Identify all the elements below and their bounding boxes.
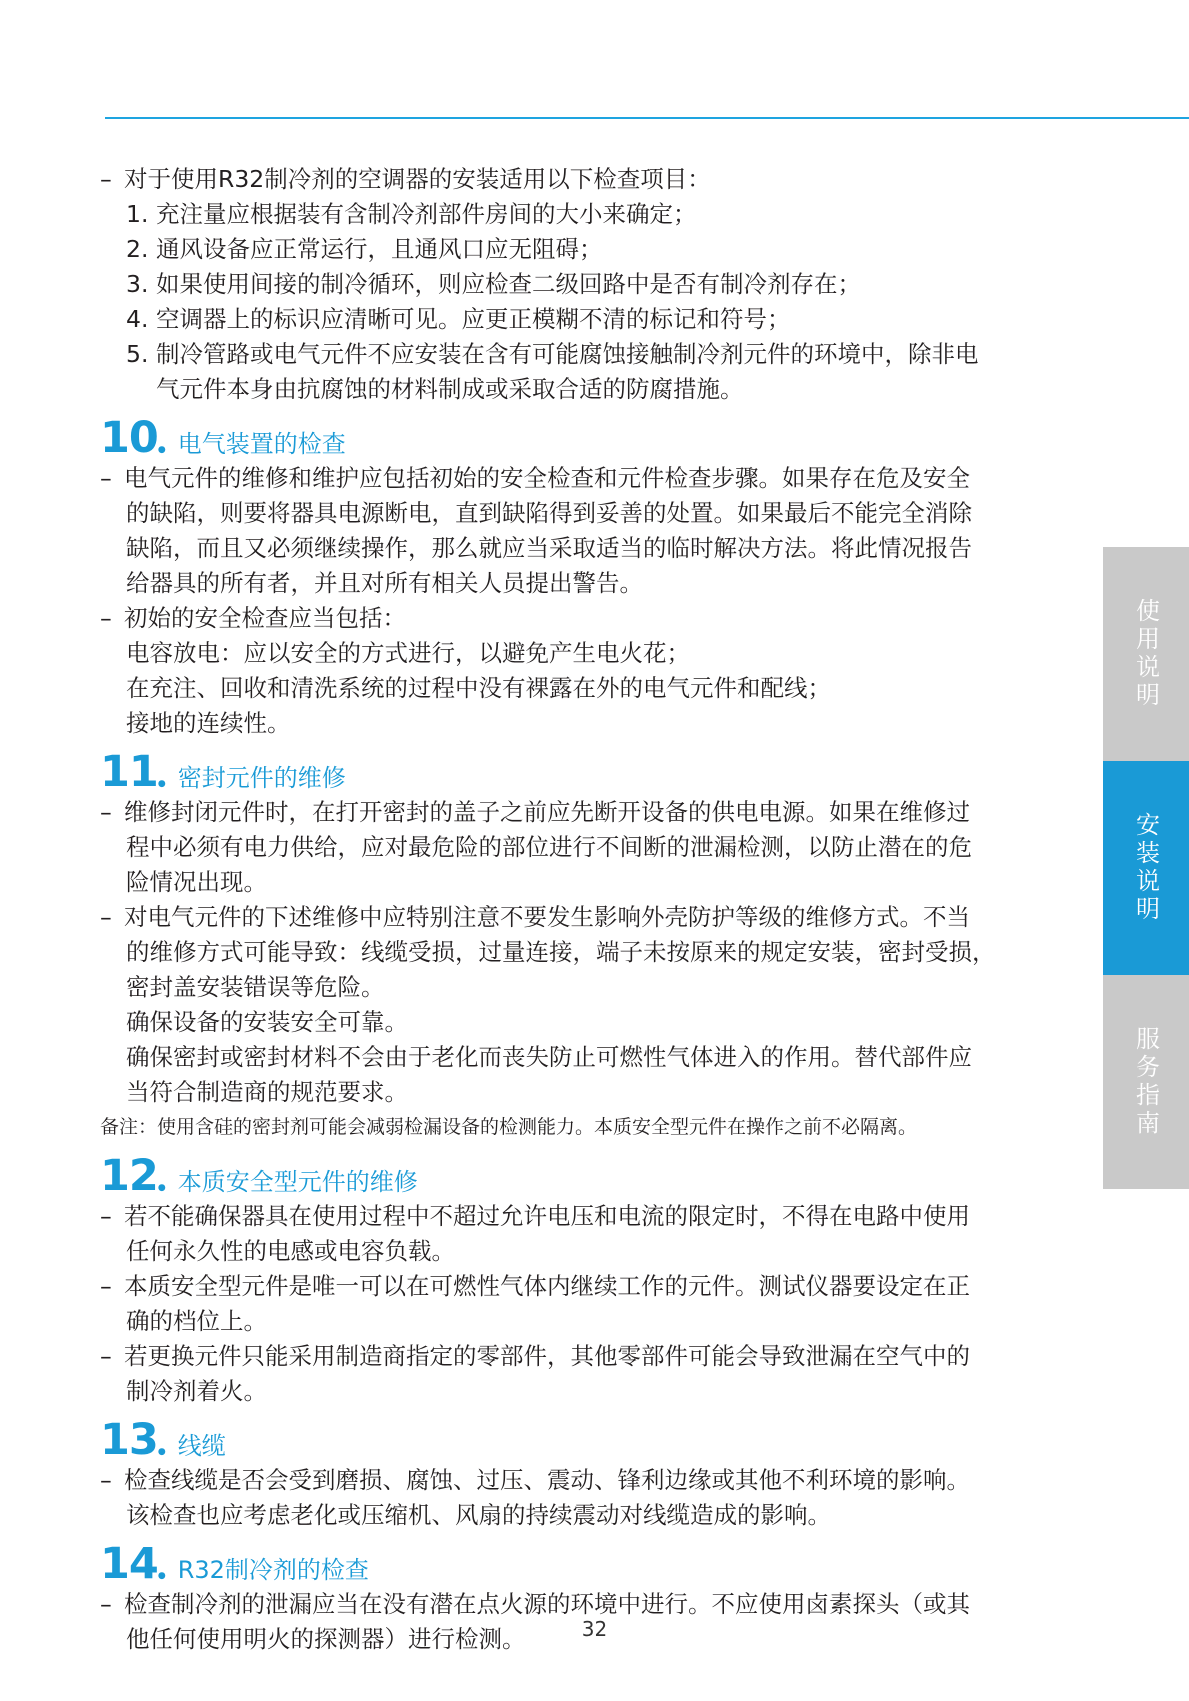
paragraph-line: – 检查制冷剂的泄漏应当在没有潜在点火源的环境中进行。不应使用卤素探头（或其: [100, 1590, 970, 1618]
tab-installation-instructions[interactable]: 安装说明: [1103, 761, 1189, 975]
paragraph-line: 的缺陷，则要将器具电源断电，直到缺陷得到妥善的处置。如果最后不能完全消除: [126, 499, 972, 527]
page-number: 32: [581, 1617, 608, 1641]
paragraph-line: – 检查线缆是否会受到磨损、腐蚀、过压、震动、锋利边缘或其他不利环境的影响。: [100, 1466, 970, 1494]
section-dot: ●: [157, 1183, 166, 1193]
note: 备注：使用含硅的密封剂可能会减弱检漏设备的检测能力。本质安全型元件在操作之前不必隔离。: [100, 1116, 918, 1138]
section-number: 12: [100, 1151, 158, 1201]
paragraph-line: 任何永久性的电感或电容负载。: [126, 1237, 455, 1265]
paragraph-line: 密封盖安装错误等危险。: [126, 973, 385, 1001]
list-item: 2. 通风设备应正常运行，且通风口应无阻碍；: [126, 235, 603, 263]
section-12-heading: [100, 1153, 1060, 1199]
section-dot: ●: [157, 445, 166, 455]
paragraph-line: 电容放电：应以安全的方式进行，以避免产生电火花；: [126, 639, 690, 667]
list-item: 5. 制冷管路或电气元件不应安装在含有可能腐蚀接触制冷剂元件的环境中，除非电: [126, 340, 979, 368]
section-dot: ●: [157, 779, 166, 789]
section-14-heading: [100, 1541, 1060, 1587]
section-number: 13: [100, 1415, 158, 1465]
paragraph-line: 接地的连续性。: [126, 709, 291, 737]
header-rule: [105, 117, 1189, 119]
paragraph-line: – 若不能确保器具在使用过程中不超过允许电压和电流的限定时，不得在电路中使用: [100, 1202, 970, 1230]
paragraph-line: – 若更换元件只能采用制造商指定的零部件，其他零部件可能会导致泄漏在空气中的: [100, 1342, 970, 1370]
section-number: 14: [100, 1539, 158, 1589]
section-title: 密封元件的维修: [177, 764, 346, 792]
section-title: 线缆: [177, 1432, 226, 1460]
paragraph-line: 当符合制造商的规范要求。: [126, 1078, 408, 1106]
section-13-heading: [100, 1417, 1060, 1463]
paragraph-line: 制冷剂着火。: [126, 1377, 267, 1405]
list-item: 1. 充注量应根据装有含制冷剂部件房间的大小来确定；: [126, 200, 697, 228]
paragraph-line: – 本质安全型元件是唯一可以在可燃性气体内继续工作的元件。测试仪器要设定在正: [100, 1272, 970, 1300]
page-content: [100, 162, 1060, 1657]
paragraph-line: 险情况出现。: [126, 868, 267, 896]
list-item: 3. 如果使用间接的制冷循环，则应检查二级回路中是否有制冷剂存在；: [126, 270, 861, 298]
checklist-intro: – 对于使用R32制冷剂的空调器的安装适用以下检查项目：: [100, 165, 711, 193]
section-dot: ●: [157, 1447, 166, 1457]
list-item: 4. 空调器上的标识应清晰可见。应更正模糊不清的标记和符号；: [126, 305, 791, 333]
paragraph-line: 程中必须有电力供给，应对最危险的部位进行不间断的泄漏检测，以防止潜在的危: [126, 833, 972, 861]
paragraph-line: 确保设备的安装安全可靠。: [126, 1008, 408, 1036]
section-11-heading: [100, 749, 1060, 795]
paragraph-line: 的维修方式可能导致：线缆受损，过量连接，端子未按原来的规定安装，密封受损，: [126, 938, 996, 966]
paragraph-line: – 维修封闭元件时，在打开密封的盖子之前应先断开设备的供电电源。如果在维修过: [100, 798, 970, 826]
section-number: 10: [100, 413, 158, 463]
paragraph-line: – 初始的安全检查应当包括：: [100, 604, 406, 632]
paragraph-line: 在充注、回收和清洗系统的过程中没有裸露在外的电气元件和配线；: [126, 674, 831, 702]
section-title: R32制冷剂的检查: [177, 1556, 369, 1584]
paragraph-line: 缺陷，而且又必须继续操作，那么就应当采取适当的临时解决方法。将此情况报告: [126, 534, 972, 562]
side-tabs: [1103, 547, 1189, 1189]
paragraph-line: – 对电气元件的下述维修中应特别注意不要发生影响外壳防护等级的维修方式。不当: [100, 903, 970, 931]
section-dot: ●: [157, 1571, 166, 1581]
section-number: 11: [100, 747, 158, 797]
paragraph-line: 他任何使用明火的探测器）进行检测。: [126, 1625, 526, 1653]
list-item-continuation: 气元件本身由抗腐蚀的材料制成或采取合适的防腐措施。: [156, 375, 744, 403]
paragraph-line: 确保密封或密封材料不会由于老化而丧失防止可燃性气体进入的作用。替代部件应: [126, 1043, 972, 1071]
paragraph-line: 给器具的所有者，并且对所有相关人员提出警告。: [126, 569, 643, 597]
section-title: 电气装置的检查: [177, 430, 346, 458]
tab-service-guide[interactable]: 服务指南: [1103, 975, 1189, 1189]
paragraph-line: 确的档位上。: [126, 1307, 267, 1335]
paragraph-line: – 电气元件的维修和维护应包括初始的安全检查和元件检查步骤。如果存在危及安全: [100, 464, 970, 492]
section-10-heading: [100, 415, 1060, 461]
paragraph-line: 该检查也应考虑老化或压缩机、风扇的持续震动对线缆造成的影响。: [126, 1501, 831, 1529]
tab-usage-instructions[interactable]: 使用说明: [1103, 547, 1189, 761]
section-title: 本质安全型元件的维修: [177, 1168, 418, 1196]
